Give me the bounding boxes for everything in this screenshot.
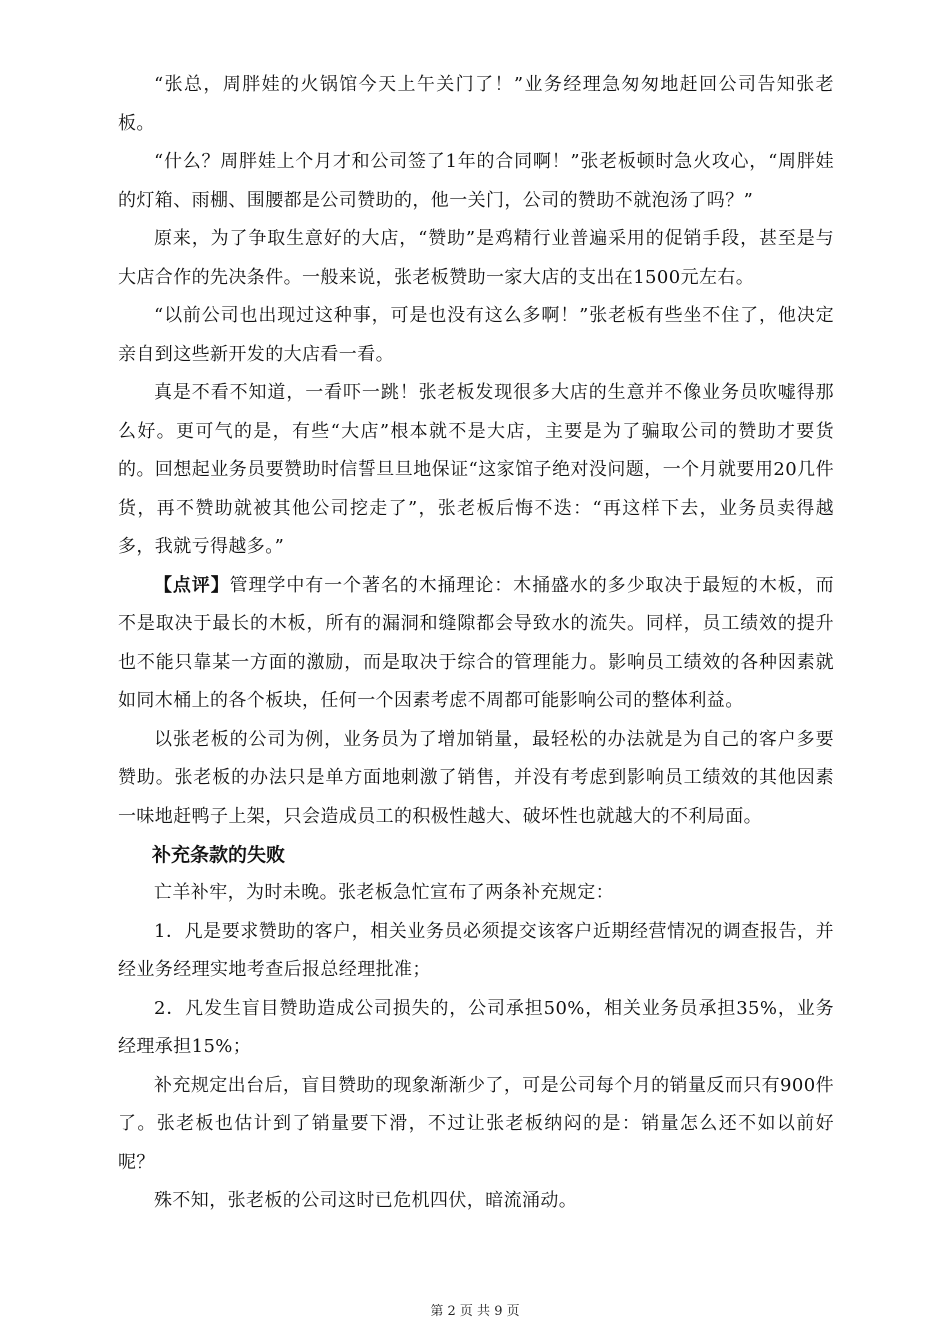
paragraph-8: 亡羊补牢，为时未晚。张老板急忙宣布了两条补充规定： xyxy=(154,882,614,903)
document-body xyxy=(118,66,834,1221)
section-heading: 补充条款的失败 xyxy=(152,844,286,866)
paragraph-4: “以前公司也出现过这种事，可是也没有这么多啊！”张老板有些坐不住了，他决定亲自到这些新开发的大店看一看。 xyxy=(118,305,834,365)
paragraph-5: 真是不看不知道，一看吓一跳！张老板发现很多大店的生意并不像业务员吹嘘得那么好。更可气的是，有些“大店”根本就不是大店，主要是为了骗取公司的赞助才要货的。回想起业务员要赞助时信誓旦旦地保证“这家馆子绝对没问题，一个月就要用20几件货，再不赞助就被其他公司挖走了”，张老板后悔不迭：“再这样下去，业务员卖得越多，我就亏得越多。” xyxy=(118,382,834,557)
page-number-footer: 第 2 页 共 9 页 xyxy=(430,1304,520,1319)
paragraph-3: 原来，为了争取生意好的大店，“赞助”是鸡精行业普遍采用的促销手段，甚至是与大店合作的先决条件。一般来说，张老板赞助一家大店的支出在1500元左右。 xyxy=(118,228,834,288)
paragraph-comment xyxy=(118,567,834,721)
paragraph-11: 补充规定出台后，盲目赞助的现象渐渐少了，可是公司每个月的销量反而只有900件了。张老板也估计到了销量要下滑，不过让张老板纳闷的是：销量怎么还不如以前好呢？ xyxy=(118,1074,834,1173)
paragraph-2: “什么？周胖娃上个月才和公司签了1年的合同啊！”张老板顿时急火攻心，“周胖娃的灯箱、雨棚、围腰都是公司赞助的，他一关门，公司的赞助不就泡汤了吗？” xyxy=(118,151,834,211)
rule-item-1: 1．凡是要求赞助的客户，相关业务员必须提交该客户近期经营情况的调查报告，并经业务经理实地考查后报总经理批准； xyxy=(118,920,834,980)
paragraph-7: 以张老板的公司为例，业务员为了增加销量，最轻松的办法就是为自己的客户多要赞助。张老板的办法只是单方面地刺激了销售，并没有考虑到影响员工绩效的其他因素一味地赶鸭子上架，只会造成员工的积极性越大、破坏性也就越大的不利局面。 xyxy=(118,728,834,827)
paragraph-12: 殊不知，张老板的公司这时已危机四伏，暗流涌动。 xyxy=(154,1190,578,1211)
rule-item-2: 2．凡发生盲目赞助造成公司损失的，公司承担50%，相关业务员承担35%，业务经理承担15%； xyxy=(118,997,834,1057)
comment-label: 【点评】 xyxy=(154,574,230,596)
comment-text: 管理学中有一个著名的木捅理论：木捅盛水的多少取决于最短的木板，而不是取决于最长的木板，所有的漏洞和缝隙都会导致水的流失。同样，员工绩效的提升也不能只靠某一方面的激励，而是取决于综合的管理能力。影响员工绩效的各种因素就如同木桶上的各个板块，任何一个因素考虑不周都可能影响公司的整体利益。 xyxy=(118,574,835,711)
paragraph-1: “张总，周胖娃的火锅馆今天上午关门了！”业务经理急匆匆地赶回公司告知张老板。 xyxy=(118,74,834,134)
